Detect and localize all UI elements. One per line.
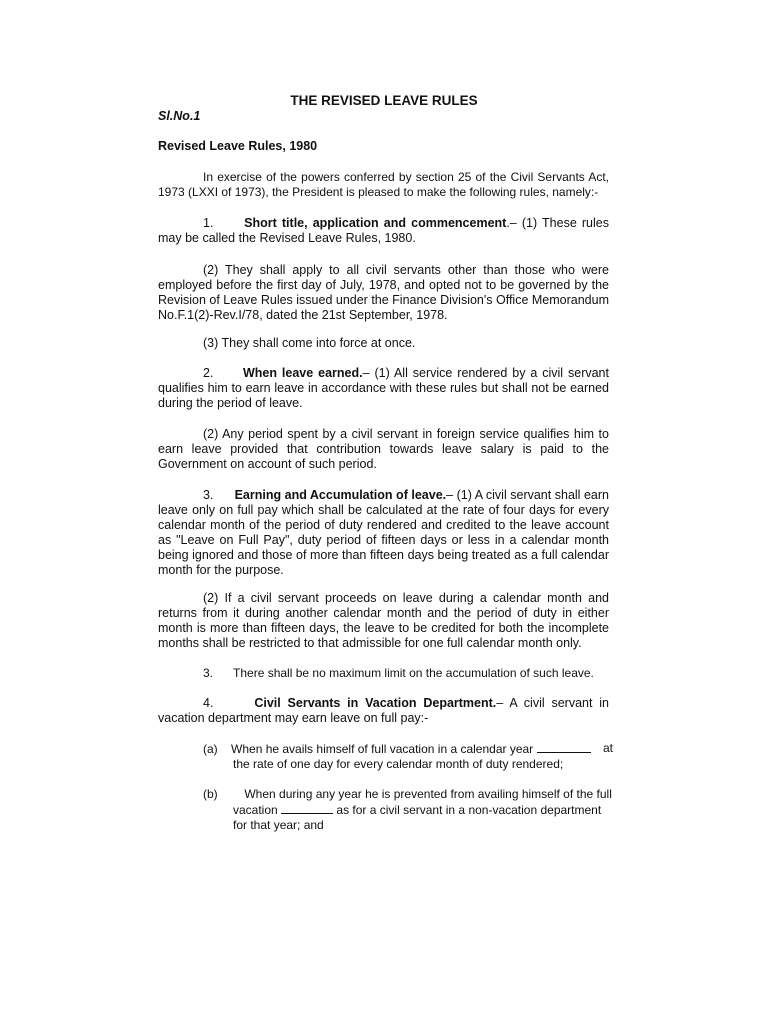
rule-1-paragraph [158,216,609,246]
blank-line [537,741,591,753]
rule-title: Earning and Accumulation of leave. [234,488,447,502]
rule-text: There shall be no maximum limit on the accumulation of such leave. [233,666,594,680]
rule-3-3-paragraph [158,666,609,681]
rule-number: 3. [203,666,214,680]
sub-item-text: vacation [233,803,278,817]
rule-title: Short title, application and commencement [244,216,507,230]
rule-3-2-paragraph: (2) If a civil servant proceeds on leave during a calendar month and returns from it during another calendar month and the period of duty in either month is more than fifteen days, the leave to be credited for both the incomplete months shall be restricted to that admissible for one full calendar month only. [158,591,609,650]
sub-item-text: When he avails himself of full vacation in a calendar year [231,742,534,756]
rule-4-paragraph [158,696,609,726]
section-heading: Revised Leave Rules, 1980 [158,139,318,153]
rule-number: 3. [203,488,214,502]
serial-number: Sl.No.1 [158,109,201,123]
sub-item-label: (a) [203,742,218,756]
sub-item-a [203,741,613,772]
preamble-paragraph: In exercise of the powers conferred by section 25 of the Civil Servants Act, 1973 (LXXI of 1973), the President is pleased to make the following rules, namely:- [158,170,609,199]
sub-item-text: for that year; and [233,818,324,832]
sub-item-text: as for a civil servant in a non-vacation department [336,803,602,817]
rule-title: Civil Servants in Vacation Department. [254,696,497,710]
rule-title: When leave earned. [242,366,363,380]
rule-number: 1. [203,216,214,230]
rule-1-2-paragraph: (2) They shall apply to all civil servants other than those who were employed before the first day of July, 1978, and opted not to be governed by the Revision of Leave Rules issued under the Finance Division's Office Memorandum No.F.1(2)-Rev.I/78, dated the 21st September, 1978. [158,263,609,322]
sub-item-text: at [602,741,613,755]
rule-number: 4. [203,696,214,710]
rule-text: – A civil servant in vacation department may earn leave on full pay:- [158,696,609,725]
sub-item-b [203,787,613,833]
rule-text: .– (1) These rules may be called the Revised Leave Rules, 1980. [158,216,609,245]
rule-2-paragraph [158,366,609,411]
page-title: THE REVISED LEAVE RULES [290,93,478,108]
rule-text: – (1) A civil servant shall earn leave only on full pay which shall be calculated at the rate of four days for every calendar month of the period of duty rendered and credited to the leave account as "Leave on Full Pay", duty period of fifteen days or less in a calendar month being ignored and those of more than fifteen days being treated as a full calendar month for the purpose. [158,488,609,577]
sub-item-text: When during any year he is prevented from availing himself of the full [244,787,612,801]
sub-item-label: (b) [203,787,218,801]
rule-1-3-paragraph: (3) They shall come into force at once. [203,336,416,350]
rule-3-paragraph [158,488,609,578]
blank-line [281,802,333,814]
rule-number: 2. [203,366,214,380]
sub-item-text: the rate of one day for every calendar month of duty rendered; [233,757,564,771]
rule-text: – (1) All service rendered by a civil servant qualifies him to earn leave in accordance with these rules but shall not be earned during the period of leave. [158,366,609,410]
rule-2-2-paragraph: (2) Any period spent by a civil servant in foreign service qualifies him to earn leave provided that contribution towards leave salary is paid to the Government on account of such period. [158,427,609,471]
